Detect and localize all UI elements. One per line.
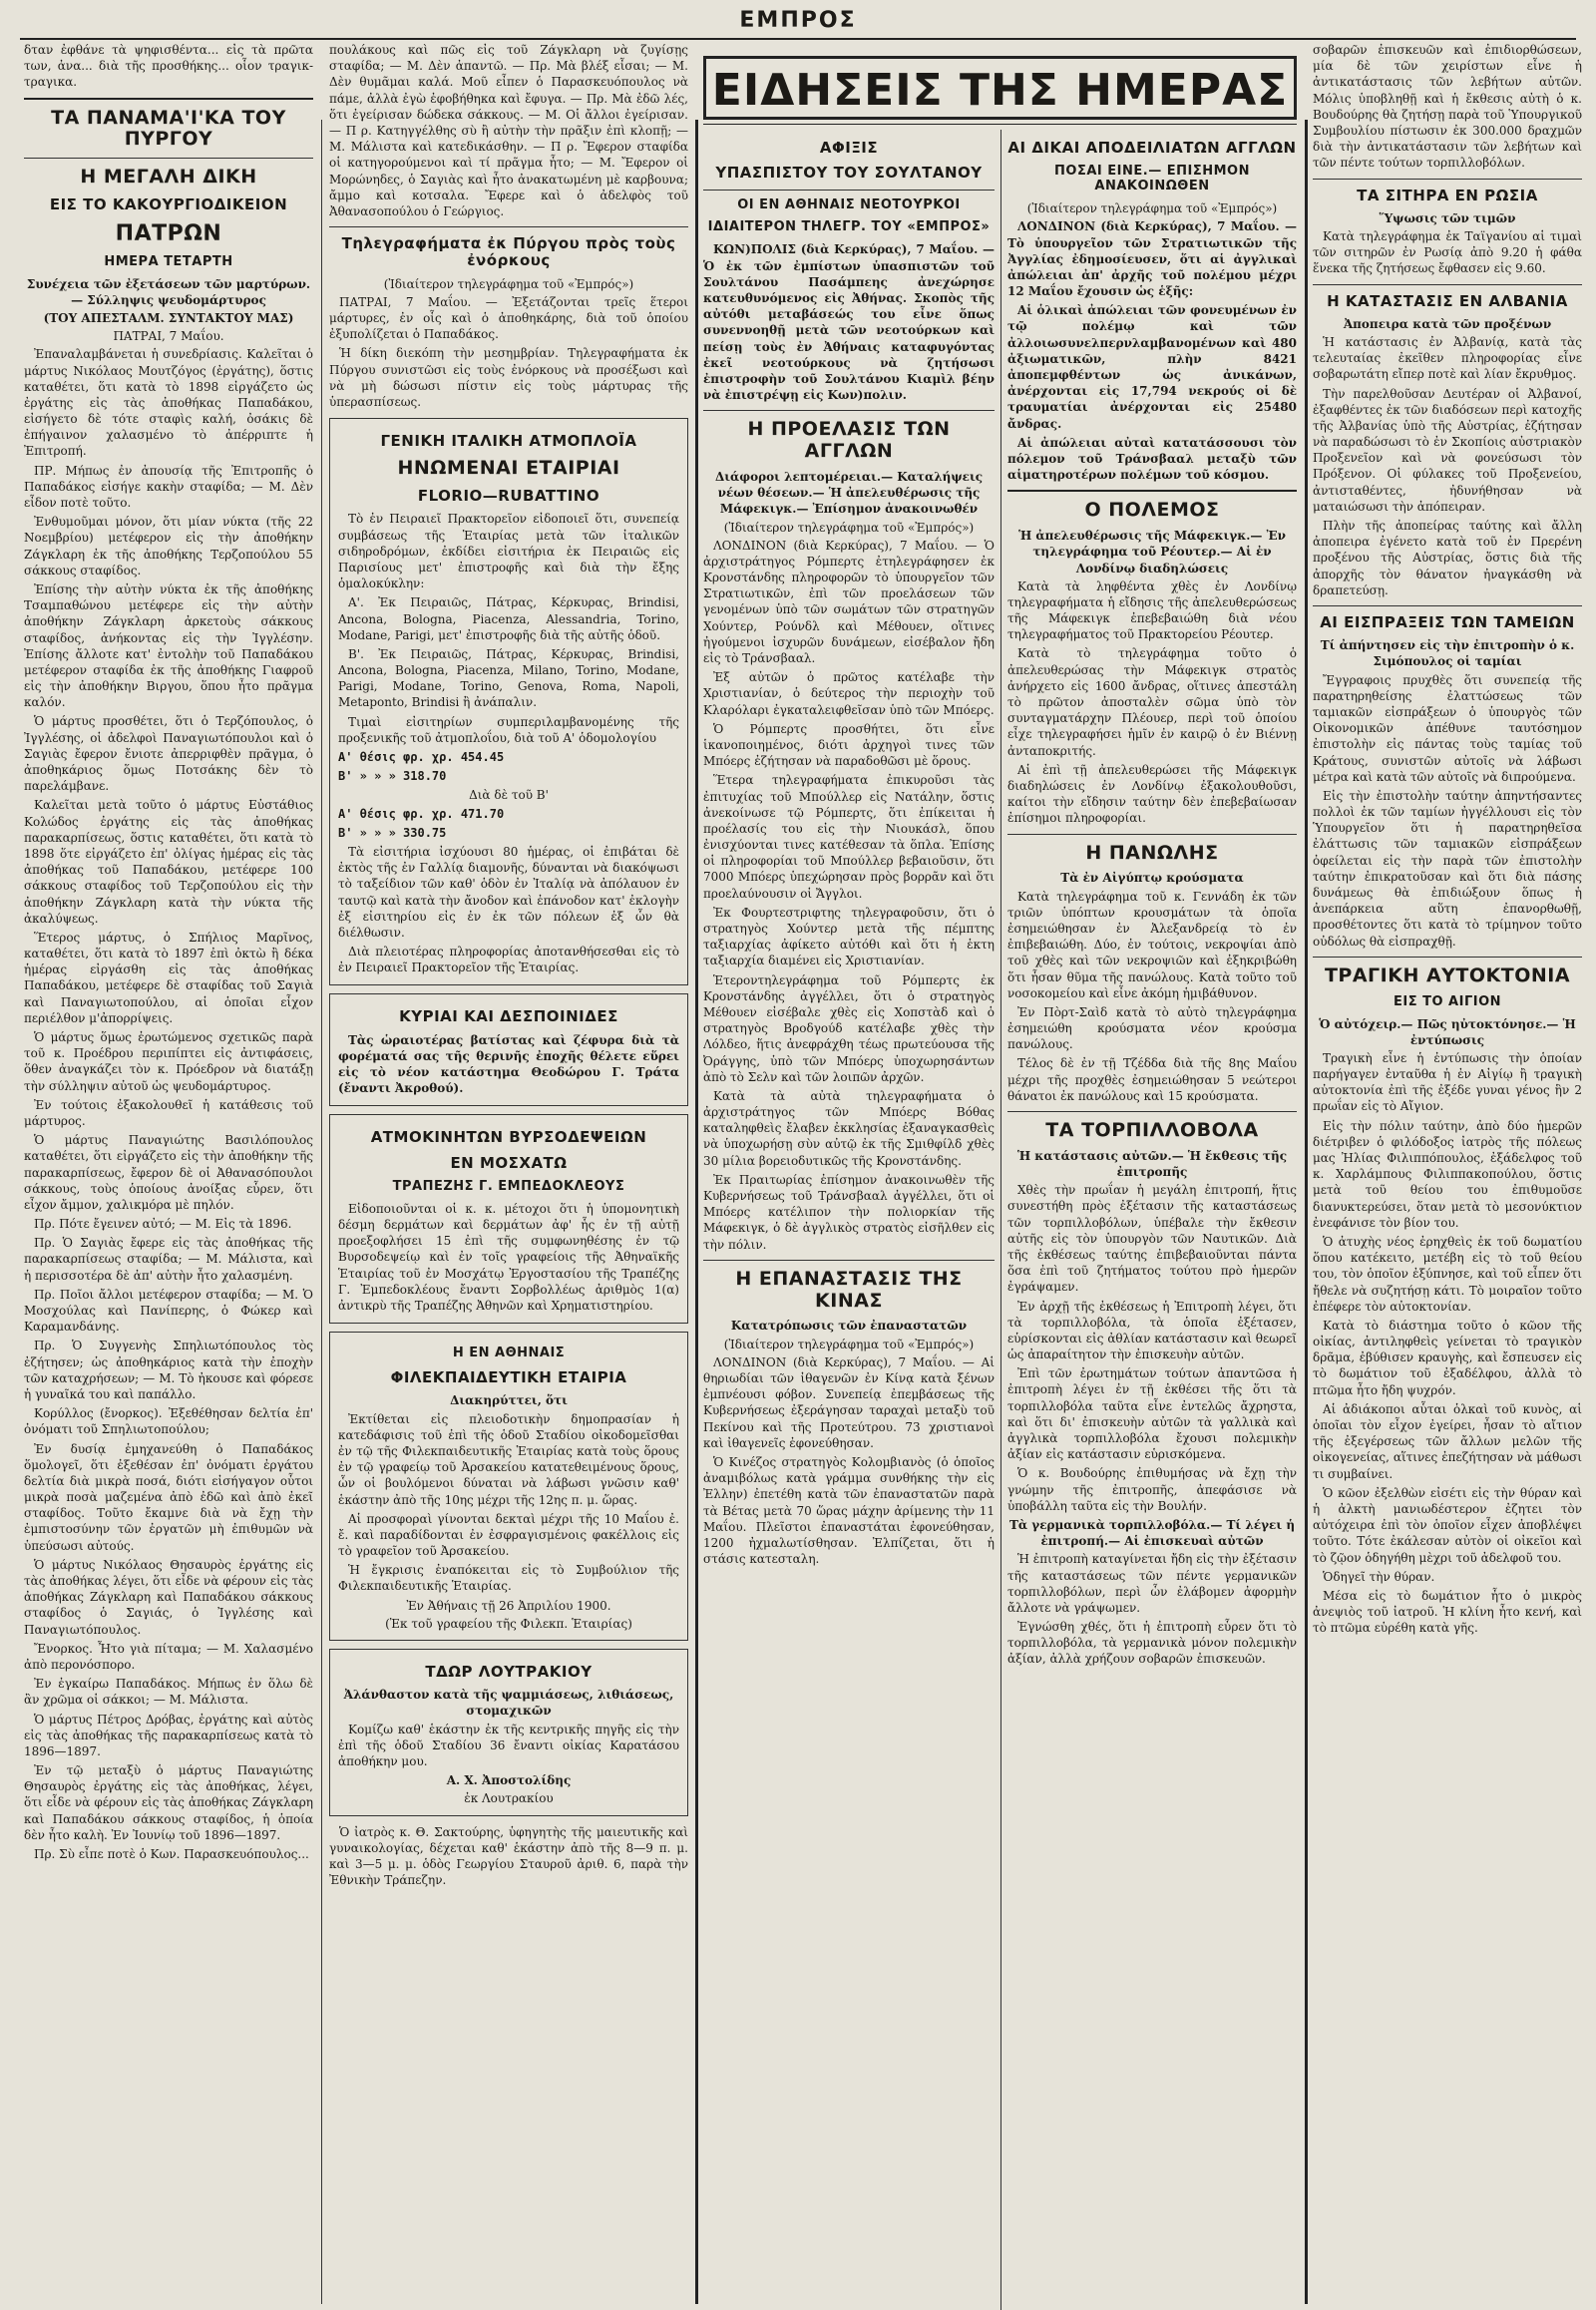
col5-lead: σοβαρῶν ἐπισκευῶν καὶ ἐπιδιορθώσεων, μία δὲ τῶν χειρίστων εἶνε ἡ ἀντικατάστασις τῶν λεβήτων αὐτῶν. Μόλις ὑποβληθῇ καὶ ἡ ἔκθεσις αὐτὴ ὁ κ. Βουδούρης θὰ ζητήσῃ παρὰ τοῦ Ὑπουργικοῦ Συμβουλίου πίστωσιν ἐκ 300.000 δραχμῶν διὰ τὴν ἀντικατάστασιν τῶν λεβήτων καὶ τῶν πέντε τούτων τορπιλλοβόλων.	[1313, 43, 1582, 171]
paragraph: Πρ. Ὁ Συγγενὴς Σπηλιωτόπουλος τὸς ἐζήτησεν; ὡς ἀποθηκάριος κατὰ τὴν ἐποχὴν τῶν καταχρήσεων; — Μ. Τὸ ἠκουσε καὶ φόρεσε ἡ γυναῖκά του καὶ παπάλλο.	[24, 1339, 313, 1401]
paragraph: Μέσα εἰς τὸ δωμάτιον ἦτο ὁ μικρὸς ἀνεψιὸς τοῦ ἰατροῦ. Ἡ κλίνη ἦτο κενή, καὶ τὸ πτῶμα εὑρέθη κατὰ γῆς.	[1313, 1588, 1582, 1636]
article-heading: Η ΠΑΝΩΛΗΣ	[1085, 841, 1219, 864]
dateline: ΠΑΤΡΑΙ, 7 Μαΐου.	[113, 329, 224, 344]
article-heading: ΑΙ ΕΙΣΠΡΑΞΕΙΣ ΤΩΝ ΤΑΜΕΙΩΝ	[1320, 612, 1575, 631]
advertisement-society	[329, 1332, 688, 1641]
paragraph: Τὴν παρελθοῦσαν Δευτέραν οἱ Ἀλβανοί, ἐξαφθέντες ἐκ τῶν διαδόσεων περὶ κατοχῆς τῆς Ἀλβανίας ὑπὸ τῆς Αὐστρίας, ἐζήτησαν νὰ παραδώσωσι τὸ ἐν Σκοπίοις αὐστριακὸν Προξενεῖον καὶ νὰ φονεύσωσι τὸν Πρόξενον. Οἱ φύλακες τοῦ Προξενείου, ἀντισταθέντες, ἠδυνήθησαν νὰ ματαιώσωσι τὴν ἀπόπειραν.	[1313, 386, 1582, 514]
paragraph: Ἐπὶ τῶν ἐρωτημάτων τούτων ἀπαντῶσα ἡ ἐπιτροπὴ λέγει ἐν τῇ ἐκθέσει τῆς ὅτι τὰ τορπιλλοβόλα ταῦτα εἶνε ἐντελῶς ἄχρηστα, καὶ ὅτι δι' ἐπισκευὴν αὐτῶν τὰ γαλλικὰ καὶ ἀγγλικὰ τορπιλλοβόλα ἔχουσι πολεμικὴν ἀξίαν εἰς κατάστασιν εὑρισκόμενα.	[1007, 1366, 1297, 1462]
advertisement-florio	[329, 418, 688, 985]
column-rule	[1000, 130, 1001, 2310]
paragraph: Κορύλλος (ἔνορκος). Ἐξεθέθησαν δελτία ἐπ' ὀνόματι τοῦ Σπηλιωτοπούλου;	[24, 1406, 313, 1437]
article-heading: ΤΑ ΣΙΤΗΡΑ ΕΝ ΡΩΣΙΑ	[1357, 186, 1538, 204]
column-3	[703, 132, 995, 2310]
paragraph: Ὁ κ. Βουδούρης ἐπιθυμήσας νὰ ἔχῃ τὴν γνώμην τῆς ἐπιτροπῆς, ἀπεφάσισε νὰ ὑποβάλλη ταῦτα εἰς τὴν Βουλήν.	[1007, 1466, 1297, 1513]
ad-text: Ὁ ἰατρὸς κ. Θ. Σακτούρης, ὑφηγητὴς τῆς μαιευτικῆς καὶ γυναικολογίας, δέχεται καθ' ἑκάστην ἀπὸ τῆς 8—9 π. μ. καὶ 3—5 μ. μ. ὁδὸς Γεωργίου Σταυροῦ ἀριθ. 6, παρὰ τὴν Ἐθνικὴν Τράπεζην.	[329, 1824, 688, 1888]
article-summary: Τὰ γερμανικὰ τορπιλλοβόλα.— Τί λέγει ἡ ἐπιτροπή.— Αἱ ἐπισκευαὶ αὐτῶν	[1008, 1517, 1296, 1549]
paragraph: Εἰς τὴν ἐπιστολὴν ταύτην ἀπηντήσαντες πολλοὶ ἐκ τῶν ταμίων ἠγγέλλουσι εἰς τὸν Ὑπουργεῖον ὅτι ἡ παρατηρηθεῖσα ἐλάττωσις τῶν ταμιακῶν εἰσπράξεων ὀφείλεται εἰς τὴν παρὰ τῶν ἐπιστολὴν ταύτην ἐπικρατοῦσαν καὶ ὅτι διὰ πάσης δυνάμεως θὰ ἐπιδιώξουν ὅπως ἡ ἀνεπάρκεια αὕτη ἐπανορθωθῇ, προσθέτοντες ὅτι κατὰ τὸ τρίμηνον τοῦτο οὐδόλως θὰ εἰσπραχθῇ.	[1313, 788, 1582, 949]
fare-line: Β' » » » 330.75	[338, 825, 447, 840]
masthead-rule	[20, 38, 1576, 40]
paragraph: Κατὰ τὰ αὐτὰ τηλεγραφήματα ὁ ἀρχιστράτηγος τῶν Μπόερς Βόθας καταληφθεὶς ἔλαβεν ἐκκλησίας ἐξαναγκασθεὶς νὰ ὑποχωρήσῃ σὺν αὐτῷ ἐκ τῆς Σμιθφίλδ χθὲς 30 μίλια βορειοδυτικῶς τῆς Κρονστάνδης.	[703, 1088, 995, 1168]
paragraph: Ὁ μάρτυς Νικόλαος Θησαυρὸς ἐργάτης εἰς τὰς ἀποθήκας λέγει, ὅτι εἶδε νὰ φέρουν εἰς τὰς ἀποθήκας Ζάγκλαρη καὶ Παπαδάκου σάκκους σταφίδος ὁ Σαγιάς, ὁ Ἰγγλέσης καὶ Παναγιωτόπουλος.	[24, 1557, 313, 1637]
article-heading: Η ΚΑΤΑΣΤΑΣΙΣ ΕΝ ΑΛΒΑΝΙΑ	[1327, 291, 1568, 310]
paragraph: ΛΟΝΔΙΝΟΝ (διὰ Κερκύρας), 7 Μαΐου. — Ὁ ἀρχιστράτηγος Ρόμπερτς ἐτηλεγράφησεν ἐκ Κρονστάνδης πληροφορῶν τὸ ὑπουργεῖον τῶν Στρατιωτικῶν, ἐπὶ τῶν προελάσεων τῶν γενομένων ὑπὸ τῶν σωμάτων τῶν στρατηγῶν Χούντερ, Ρούνδλ καὶ Μέθουεν, οἵτινες ἠγούμενοι ἰσχυρῶν δυνάμεων, εἰσέβαλον ἤδη εἰς τὸ Τράνσβααλ.	[703, 538, 995, 665]
article-subheading: ΕΙΣ ΤΟ ΑΙΓΙΟΝ	[1393, 993, 1502, 1009]
article-summary: Τὰ ἐν Αἰγύπτῳ κρούσματα	[1060, 871, 1244, 886]
paragraph: Πρ. Σὺ εἶπε ποτὲ ὁ Κων. Παρασκευόπουλος...	[34, 1847, 309, 1862]
article-heading: ΤΑ ΠΑΝΑΜΑ'Ι'ΚΑ ΤΟΥ ΠΥΡΓΟΥ	[51, 106, 286, 151]
paragraph: Ἐκ Φουρτεστριφτης τηλεγραφοῦσιν, ὅτι ὁ στρατηγὸς Χούντερ μετὰ τῆς πέμπτης ταξιαρχίας ἀφίκετο αὐτόθι καὶ ὅτι ἡ ἑκτη ταξιαρχία διαμένει εἰς Χριστιανίαν.	[703, 905, 995, 968]
paragraph: Κατὰ τὰ ληφθέντα χθὲς ἐν Λονδίνῳ τηλεγραφήματα ἡ εἴδησις τῆς ἀπελευθερώσεως τῆς Μάφεκιγκ ἐπεβεβαιώθη διὰ νέου τηλεγραφήματος τοῦ Πρακτορείου Ρέουτερ.	[1007, 578, 1297, 642]
article-summary: Ὁ αὐτόχειρ.— Πῶς ηὐτοκτόνησε.— Ἡ ἐντύπωσις	[1319, 1016, 1576, 1047]
ad-signature: (Ἐκ τοῦ γραφείου τῆς Φιλεκπ. Ἑταιρίας)	[385, 1616, 632, 1631]
paragraph: Ὁδηγεῖ τὴν θύραν.	[1323, 1569, 1435, 1584]
divider	[703, 1260, 995, 1261]
paragraph: Ὁ κῶον ἐξελθὼν εἰσέτι εἰς τὴν θύραν καὶ ἡ ἀλκτὴ μανιωδέστερον ἐζητει τὸν αὐτόχειρα ἐπὶ τὸν ὁποῖον εἶχεν ἀποβλέψει τοῦτο. Τότε ἐκάλεσαν αὐτὸν οἱ οἰκεῖοι καὶ τὸ ζῷον ὁδηγήθη μὲχρι τοῦ ἀδελφοῦ του.	[1313, 1485, 1582, 1565]
paragraph: Κατὰ τὸ διάστημα τοῦτο ὁ κῶον τῆς οἰκίας, ἀντιληφθεὶς γείνεται τὸ τραγικὸν δρᾶμα, ἐβύθισεν κραυγὴς, καὶ ἔσπευσεν εἰς τὸ δωμάτιον τοῦ ἐξαδέλφου, ἀλλὰ τὸ πτῶμα ἦτο ἤδη ψυχρόν.	[1313, 1318, 1582, 1397]
paragraph: Ὁ μάρτυς Πέτρος Δρόβας, ἐργάτης καὶ αὐτὸς εἰς τὰς ἀποθήκας τῆς παρακαρπίσεως κατὰ τὸ 1896—1897.	[24, 1712, 313, 1758]
fare-note: Διὰ δὲ τοῦ Β'	[469, 788, 549, 803]
article-heading: Η ΜΕΓΑΛΗ ΔΙΚΗ	[80, 166, 257, 189]
column-4	[1007, 132, 1297, 2310]
paragraph: Ἐν τῷ μεταξὺ ὁ μάρτυς Παναγιώτης Θησαυρὸς ἐργάτης εἰς τὰς ἀποθήκας, λέγει, ὅτι εἶδε νὰ φέρουν εἰς τὰς ἀποθήκας Ζάγκλαρη καὶ Παπαδάκου σάκκους σταφίδος, ἡ ὁποία δὲν ἦτο καλὴ. Ἐν Ἰουνίῳ τοῦ 1896—1897.	[24, 1763, 313, 1842]
article-heading: ΑΙ ΔΙΚΑΙ ΑΠΟΔΕΙΛΙΑΤΩΝ ΑΓΓΛΩΝ	[1007, 139, 1297, 157]
wire-tag: (Ἰδιαίτερον τηλεγράφημα τοῦ «Ἐμπρός»)	[1026, 201, 1278, 216]
col2-lead: πουλάκους καὶ πῶς εἰς τοῦ Ζάγκλαρη νὰ ζυγίσῃς σταφίδα; — Μ. Δὲν ἀπαντῶ. — Πρ. Μὰ βλέξ εἶσαι; — Μ. Δὲν θυμᾶμαι καλά. Μοῦ εἶπεν ὁ Παρασκευόπουλος νὰ πάμε, ἀλλὰ ἐγὼ ἐφοβήθηκα καὶ ἔφυγα. — Πρ. Μὰ ἐδῶ λές, ὅτι ἐγείρισαν δώδεκα σάκκους. — Μ. Οἱ ἄλλοι ἐγείρισαν. — Π ρ. Κατηγγέλθης σὺ ἢ αὐτὴν τὴν πρᾶξιν ἐπὶ κλοπῇ; — Μ. Μάλιστα καὶ κατεδικάσθην. — Π ρ. Ἔφερον σταφίδα οἱ κατηγορούμενοι καὶ τί πρᾶγμα ἦτο; — Μ. Ἔφερον οἱ Μορώνηδες, ὁ Σαγιὰς καὶ ἦτο ἀνακατωμένη μὲ καρβουνα; ἄμμο καὶ κοτσαλα. Ἔφερε καὶ ὁ ἀδελφὸς τοῦ Ἀθανασοπούλου ὁ Γεώργιος.	[329, 43, 688, 218]
article-summary: Ἡ κατάστασις αὐτῶν.— Ἡ ἔκθεσις τῆς ἐπιτροπῆς	[1016, 1148, 1288, 1180]
article-summary: Τί ἀπήντησεν εἰς τὴν ἐπιτροπὴν ὁ κ. Σιμόπουλος οἱ ταμίαι	[1320, 638, 1575, 669]
paragraph: Ἔνορκος. Ἦτο γιὰ πίταμα; — Μ. Χαλασμένο ἀπὸ περονόσπορο.	[24, 1641, 313, 1672]
divider	[24, 158, 313, 159]
paragraph: Πρ. Ὁ Σαγιὰς ἔφερε εἰς τὰς ἀποθήκας τῆς παρακαρπίσεως σταφίδα; — Μ. Μάλιστα, καὶ ἡ περισσοτέρα δὲ ἀπ' αὐτὴν ἦτο χαλασμένη.	[24, 1236, 313, 1283]
paragraph: Ὁ μάρτυς Παναγιώτης Βασιλόπουλος καταθέτει, ὅτι εἰργάζετο εἰς τὴν ἀποθήκην τῆς παρακαρπίσεως, ἔφερον δὲ οἱ Ἀθανασόπουλοι σάκκους, τοὺς ὁποίους ἀνοίξας εὗρεν, ὅτι εἶχον ἄμμον, χαλικμόρα μὲ πηλόν.	[24, 1133, 313, 1212]
byline: (ΤΟΥ ΑΠΕΣΤΑΛΜ. ΣΥΝΤΑΚΤΟΥ ΜΑΣ)	[43, 310, 294, 325]
ad-heading: ΤΡΑΠΕΖΗΣ Γ. ΕΜΠΕΔΟΚΛΕΟΥΣ	[392, 1178, 625, 1194]
article-heading: Ο ΠΟΛΕΜΟΣ	[1084, 499, 1220, 522]
ad-text: Τὸ ἐν Πειραιεῖ Πρακτορεῖον εἰδοποιεῖ ὅτι, συνεπείᾳ συμβάσεως τῆς Ἑταιρίας μετὰ τῶν ἰταλικῶν σιδηροδρόμων, ἐκδίδει εἰσιτήρια ἐκ Πειραιῶς εἰς Παρισίους μετ' ἐπιστροφῆς καὶ διὰ τὴν ἔξης ὁμαλοκύκλην:	[338, 512, 679, 591]
ad-heading: ΕΝ ΜΟΣΧΑΤΩ	[450, 1153, 568, 1172]
paragraph: Ὁ ἀτυχὴς νέος ἐρηχθεὶς ἐκ τοῦ δωματίου ὅπου κατέκειτο, μετέβη εἰς τὸ τοῦ θείου του, τὸν ὁποῖον ἐξύπνησε, καὶ τοῦ εἶπεν ὅτι ἤθελε νὰ συζητήσῃ κάτι. Τὸ μοιραῖον τοῦτο ἐπέφερε τὸν αὐτοκτονίαν.	[1313, 1234, 1582, 1314]
paragraph: Κατὰ τηλεγράφημα τοῦ κ. Γεννάδη ἐκ τῶν τριῶν ὑπόπτων κρουσμάτων τὰ ὁποῖα ἐσημειώθησαν ἐν Ἀλεξανδρείᾳ τὸ ἐν ἐπιβεβαιώθη. Δύο, ἐν τούτοις, νεκροψίαι ἀπὸ τοῦ χθὲς καὶ τῶν νεκροψιῶν καὶ ἐξηκριβώθη ὅτι ἦσαν θῦμα τῆς πανώλους. Κατὰ τοῦτο τοῦ νοσοκομείου καὶ εἶνε ἀκόμη ἡμιβάθυνον.	[1007, 889, 1297, 1000]
divider	[1313, 957, 1582, 958]
ad-heading: ΚΥΡΙΑΙ ΚΑΙ ΔΕΣΠΟΙΝΙΔΕΣ	[399, 1007, 618, 1026]
ad-date: Ἐν Ἀθήναις τῇ 26 Ἀπριλίου 1900.	[406, 1598, 611, 1613]
wire-tag: (Ἰδιαίτερον τηλεγράφημα τοῦ «Ἐμπρός»)	[383, 276, 634, 291]
column-5	[1313, 42, 1582, 2296]
article-heading: ΠΑΤΡΩΝ	[115, 221, 222, 247]
divider	[1313, 179, 1582, 180]
ad-text: Ἡ ἔγκρισις ἐναπόκειται εἰς τὸ Συμβούλιον τῆς Φιλεκπαιδευτικῆς Ἑταιρίας.	[338, 1563, 679, 1594]
wire-tag: (Ἰδιαίτερον τηλεγράφημα τοῦ «Ἐμπρός»)	[723, 1337, 975, 1351]
ad-heading: FLORIO—RUBATTINO	[417, 487, 600, 506]
paragraph: Ἐξ αὐτῶν ὁ πρῶτος κατέλαβε τὴν Χριστιανίαν, ὁ δεύτερος τὴν περιοχὴν τοῦ Κλαρόλαρι ἐγκαταλειφθεῖσαν ὑπὸ τῶν Μπόερς.	[703, 670, 995, 717]
ad-text: Κομίζω καθ' ἑκάστην ἐκ τῆς κεντρικῆς πηγῆς εἰς τὴν ἐπὶ τῆς ὁδοῦ Σταδίου 36 ἔναντι οἰκίας Καρατάσου ἀποθήκην μου.	[338, 1722, 679, 1769]
ad-text: Τιμαὶ εἰσιτηρίων συμπεριλαμβανομένης τῆς προξενικῆς τοῦ ἀτμοπλοΐου, διὰ τοῦ Α' ὁδομολογίου	[338, 714, 679, 745]
article-heading: Τηλεγραφήματα ἐκ Πύργου πρὸς τοὺς ἐνόρκους	[341, 234, 676, 270]
paragraph: Ἐκ Πραιτωρίας ἐπίσημον ἀνακοινωθὲν τῆς Κυβερνήσεως τοῦ Τράνσβααλ ἀγγέλλει, ὅτι οἱ Μπόερς κατέλιπον τὴν πολιορκίαν τῆς Μάφεκιγκ, ὁ δὲ ἀγγλικὸς στρατὸς εἰσῆλθεν εἰς τὴν πόλιν.	[703, 1172, 995, 1252]
banner-rule	[703, 124, 1297, 125]
wire-tag: (Ἰδιαίτερον τηλεγράφημα τοῦ «Ἐμπρός»)	[723, 520, 975, 535]
masthead-title: ΕΜΠΡΟΣ	[739, 8, 857, 33]
ad-text: Τὰ εἰσιτήρια ἰσχύουσι 80 ἡμέρας, οἱ ἐπιβάται δὲ ἐκτὸς τῆς ἐν Γαλλίᾳ διαμονῆς, δύνανται νὰ διακόψωσι τὸ ταξείδιον τῶν καθ' ὁδὸν ἐν Ἰταλίᾳ νὰ ἀπόλαυον ἐν ταυτῷ καὶ κατὰ τὴν ἄνοδον καὶ ἐπάνοδον κατ' ἐκλογὴν ἐξ εἰσιτηρίου εἰς ἐν ἐκ τῶν πόλεων ἐξ ὧν θὰ διέλθωσιν.	[338, 844, 679, 940]
article-subheading: ΗΜΕΡΑ ΤΕΤΑΡΤΗ	[104, 253, 233, 269]
paragraph: ΛΟΝΔΙΝΟΝ (διὰ Κερκύρας), 7 Μαΐου. — Αἱ θηριωδίαι τῶν ἰθαγενῶν ἐν Κίνᾳ κατὰ ξένων ἐμπνέουσι φόβον. Συνεπείᾳ ἐπεμβάσεως τῆς Κυβερνήσεως ἐξεράγησαν ταραχαὶ μεταξὺ τοῦ Πεκίνου καὶ τῆς Προτεύτρου. 73 χριστιανοὶ καὶ ἰθαγενεῖς ἐφονεύθησαν.	[703, 1354, 995, 1450]
paragraph: Κατὰ τὸ τηλεγράφημα τοῦτο ὁ ἀπελευθερώσας τὴν Μάφεκιγκ στρατὸς ἀνήρχετο εἰς 1600 ἄνδρας, οἵτινες ἀπεστάλη τὸ πρῶτον ἀποσταλὲν σῶμα ὑπὸ τὸν συνταγματάρχην Πλέουερ, περὶ τοῦ ὁποίου εἶχε τηλεγραφήσει ἡμῖν ἐν καιρῷ ὁ ἐν Βιέννῃ ἀνταποκριτής.	[1007, 646, 1297, 758]
divider	[1313, 284, 1582, 285]
col1-lead: δταν ἐφθάνε τὰ ψηφισθέντα... εἰς τὰ πρῶτα των, ἀνα... διὰ τῆς προσθήκης... οἷον τραγικ-τραγικα.	[24, 43, 313, 90]
ad-text: Ἐκτίθεται εἰς πλειοδοτικὴν δημοπρασίαν ἡ κατεδάφισις τοῦ ἐπὶ τῆς ὁδοῦ Σταδίου οἰκοδομεῖσθαι ἐν τῷ τῆς Φιλεκπαιδευτικῆς Ἑταιρίας κατὰ τοὺς ὅρους ἐν τῷ γραφείῳ τοῦ Ἀρσακείου κατατεθειμένους ὅρους, ὧν οἱ βουλόμενοι δύναται νὰ λάβωσι γνῶσιν καθ' ἑκάστην ἀπὸ τῆς 10ης μέχρι τῆς 12ης π. μ. ὥρας.	[338, 1411, 679, 1507]
divider	[1007, 490, 1297, 492]
paragraph: Καλεῖται μετὰ τοῦτο ὁ μάρτυς Εὐστάθιος Κολώδος ἐργάτης εἰς τὰς ἀποθήκας παρακαρπίσεως, ὅστις καταθέτει, ὅτι κατὰ τὸ 1898 ὅτε εἰργάζετο ἐπ' ὀλίγας ἡμέρας εἰς τὰς ἀποθήκας τοῦ Παπαδάκου, μετέφερε 100 σάκκους σταφίδος τοῦ Τερζοπούλου εἰς τὴν ἀποθήκην Ζάγκλαρη κατὰ τὴν νύκτα τῆς ἀκαλύψεως.	[24, 798, 313, 926]
ad-text: Εἰδοποιοῦνται οἱ κ. κ. μέτοχοι ὅτι ἡ ὑπομονητικὴ δέσμη δερμάτων καὶ δερμάτων ἀφ' ἧς ἐν τῇ αὐτῇ προεξοφλήσει 15 ἐπὶ τῆς συμφωνηθέσης ἐν τῷ Βυρσοδεψείῳ καὶ ἐν τοῖς γραφείοις τῆς Ἀθηναϊκῆς Ἑταιρίας τοῦ ἐν Μοσχάτῳ Ἐργοστασίου τῆς Τραπέζης Γ. Ἐμπεδοκλέους ἔναντι Σορβολλέως ἀριθμὸς 1(α) ἀντικρὺ τῆς Τραπέζης Ἀθηνῶν καὶ Χρηματιστηρίου.	[338, 1201, 679, 1314]
divider	[24, 98, 313, 100]
article-heading: Η ΕΠΑΝΑΣΤΑΣΙΣ ΤΗΣ ΚΙΝΑΣ	[735, 1267, 963, 1312]
paragraph: ΛΟΝΔΙΝΟΝ (διὰ Κερκύρας), 7 Μαΐου. — Τὸ ὑπουργεῖον τῶν Στρατιωτικῶν τῆς Ἀγγλίας ἐδημοσίευσεν, ὅτι αἱ ἀγγλικαὶ ἀπώλειαι ἀπ' ἀρχῆς τοῦ πολέμου μέχρι 12 Μαΐου ἔχουσιν ὡς ἑξῆς:	[1007, 219, 1297, 299]
article-heading: ΤΑ ΤΟΡΠΙΛΛΟΒΟΛΑ	[1045, 1119, 1259, 1141]
column-rule	[321, 120, 322, 2304]
column-1	[24, 42, 313, 2296]
ad-signature: Α. Χ. Ἀποστολίδης	[446, 1773, 572, 1788]
fare-line: Α' θέσις φρ. χρ. 454.45	[338, 750, 505, 765]
paragraph: Ὁ Ρόμπερτς προσθήτει, ὅτι εἶνε ἱκανοποιημένος, διότι ἀρχηγοὶ τινες τῶν Μπόερς ἐζήτησαν νὰ παραδοθῶσι μὲ ὅρους.	[703, 721, 995, 769]
ad-text: Διὰ πλειοτέρας πληροφορίας ἀποτανθήσεσθαι εἰς τὸ ἐν Πειραιεῖ Πρακτορεῖον τῆς Ἑταιρίας.	[338, 945, 679, 975]
paragraph: Αἱ ἐπὶ τῇ ἀπελευθερώσει τῆς Μάφεκιγκ διαδηλώσεις ἐν Λονδίνῳ ἐξακολουθοῦσι, καίτοι τὴν εἴδησιν ταύτην δὲν ἐπεβεβαίωσαν ἐπίσημοι πληροφορίαι.	[1007, 762, 1297, 826]
paragraph: Ἕτερος μάρτυς, ὁ Σπήλιος Μαρῖνος, καταθέτει, ὅτι κατὰ τὸ 1897 ἐπὶ ὀκτὼ ἢ δέκα ἡμέρας εἰργάσθη εἰς τὰς ἀποθήκας Παπαδάκου, μετέφερε δὲ σταφίδας τοῦ Σαγιὰ καὶ Παναγιωτοπούλου, αἱ ὁποῖαι εἶχον περιέλθον μ'ἀπορρίψεις.	[24, 930, 313, 1025]
ad-heading: ΓΕΝΙΚΗ ΙΤΑΛΙΚΗ ΑΤΜΟΠΛΟΪΑ	[380, 432, 637, 451]
paragraph: Αἱ ἀπώλειαι αὐταὶ κατατάσσουσι τὸν πόλεμον τοῦ Τράνσβααλ μεταξὺ τῶν αἱματηροτέρων πολέμων τοῦ κόσμου.	[1007, 435, 1297, 483]
paragraph: Ὁ μάρτυς προσθέτει, ὅτι ὁ Τερζόπουλος, ὁ Ἰγγλέσης, οἱ ἀδελφοὶ Παναγιωτόπουλοι καὶ ὁ Σαγιὰς ἔφερον ἔνιοτε ἀπερριφθὲν πρᾶγμα, ὁ ἀποθηκάριος ὅμως Ποτσάκης δὲν τὸ παρελάμβανε.	[24, 714, 313, 794]
paragraph: ΠΑΤΡΑΙ, 7 Μαΐου. — Ἐξετάζονται τρεῖς ἕτεροι μάρτυρες, ἐν οἷς καὶ ὁ ἀποθηκάρης, διὰ τοῦ ὁποίου ἐξυπολίζεται ὁ Παπαδάκος.	[329, 294, 688, 342]
article-heading: ΑΦΙΞΙΣ	[819, 139, 879, 157]
fare-line: Α' θέσις φρ. χρ. 471.70	[338, 806, 505, 821]
paragraph: Πρ. Ποῖοι ἄλλοι μετέφερον σταφίδα; — Μ. Ὁ Μοσχούλας καὶ Πανίπερης, ὁ Φώκερ καὶ Καραμανδάνης.	[24, 1287, 313, 1335]
paragraph: Ἕτερα τηλεγραφήματα ἐπικυροῦσι τὰς ἐπιτυχίας τοῦ Μπούλλερ εἰς Νατάλην, ὅστις ἀνεκοίνωσε τῷ Ρόμπερτς, ὅτι ἐπίκειται ἡ προέλασίς του εἰς τὴν Νιουκάσλ, ὅπου ἐνισχύονται τινες κατέθεσαν τὰ ὅπλα. Ἐπίσης οἱ πληροφορίαι τοῦ Μπούλλερ βεβαιοῦσιν, ὅτι 7000 Μπόερς ὑπεχώρησαν πρὸς βορρᾶν καὶ ὅτι προελαύνουσιν οἱ Ἄγγλοι.	[703, 773, 995, 901]
paragraph: Ἡ δίκη διεκόπη τὴν μεσημβρίαν. Τηλεγραφήματα ἐκ Πύργου συνιστῶσι εἰς τοὺς ἐνόρκους νὰ προσέξωσι καὶ νὰ μὴ δώσωσι πίστιν εἰς τοὺς μάρτυρας τῆς ὑπερασπίσεως.	[329, 346, 688, 409]
paragraph: Ἐγνώσθη χθές, ὅτι ἡ ἐπιτροπὴ εὗρεν ὅτι τὸ τορπιλλοβόλα, τὰ γερμανικὰ μόνον πολεμικὴν ἀξίαν, ἀλλὰ χρήζουν σοβαρῶν ἐπισκευῶν.	[1007, 1620, 1297, 1667]
ad-heading: ΦΙΛΕΚΠΑΙΔΕΥΤΙΚΗ ΕΤΑΙΡΙΑ	[390, 1368, 627, 1387]
article-summary: Διάφοροι λεπτομέρειαι.— Καταλήψεις νέων θέσεων.— Ἡ ἀπελευθέρωσις τῆς Μάφεκιγκ.— Ἐπίσημον ἀνακοινωθέν	[714, 469, 984, 517]
article-subheading: ΠΟΣΑΙ ΕΙΝΕ.— ΕΠΙΣΗΜΟΝ ΑΝΑΚΟΙΝΩΘΕΝ	[1054, 164, 1250, 194]
paragraph: Ὁ Κινέζος στρατηγὸς Κολομβιανὸς (ὁ ὁποῖος ἀναμιβόλως κατὰ γράμμα συνθήκης τὴν εἰς Ἐλλην) ἐπετέθη κατὰ τῶν ἐπαναστατῶν παρὰ τὰ Βέτας μετὰ 70 ὥρας μάχην ἀρίμενης τὴν 11 Μαΐου. Πλεῖστοι ἐπαναστάται ἐφονεύθησαν, 1200 ἠχμαλωτίσθησαν. Ἐλπίζεται, ὅτι ἡ στάσις κατεσταλη.	[703, 1454, 995, 1567]
paragraph: Πλὴν τῆς ἀποπείρας ταύτης καὶ ἄλλη ἀποπειρα ἐγένετο κατὰ τοῦ ἐν Πρερένη προξένου τῆς Αὐστρίας, ὅστις διὰ τῆς ἀπορχῆς τὸν θάνατον ἠναγκάσθη νὰ δραπετεύσῃ.	[1313, 519, 1582, 597]
paragraph: Αἱ ἀδιάκοποι αὗται ὁλκαὶ τοῦ κυνὸς, αἱ ὁποῖαι τὸν εἶχον ἐγείρει, ἦσαν τὸ αἴτιον τῆς ἐξεγέρσεως τῶν ἄλλων μελῶν τῆς οἰκογενείας, αἵτινες ἐπεζήτησαν νὰ μάθωσι τι συμβαίνει.	[1313, 1401, 1582, 1481]
divider	[1313, 605, 1582, 606]
paragraph: Πρ. Πότε ἔγεινεν αὐτό; — Μ. Εἰς τὰ 1896.	[34, 1217, 292, 1232]
paragraph: Τραγικὴ εἶνε ἡ ἐντύπωσις τὴν ὁποίαν παρήγαγεν ἐνταῦθα ἡ ἐν Αἰγίῳ ἢ τραγικὴ αὐτοκτονία ἐπὶ τῆς ἐξέδε γυναι γένος ἣν 2 πρωΐαν εἰς τὸ Αἴγιον.	[1313, 1050, 1582, 1114]
ad-signature: ἐκ Λουτρακίου	[464, 1791, 554, 1806]
paragraph: Κατὰ τηλεγράφημα ἐκ Ταϊγανίου αἱ τιμαὶ τῶν σιτηρῶν ἐν Ρωσίᾳ ἀπὸ 9.20 ἡ φάθα ἕνεκα τῆς ζητήσεως ἔφθασεν εἰς 9.60.	[1313, 228, 1582, 276]
paragraph: Εἰς τὴν πόλιν ταύτην, ἀπὸ δύο ἡμερῶν διέτριβεν ὁ φιλόδοξος ἰατρὸς τῆς πόλεως μας Ἠλίας Φιλιππόπουλος, ἐξάδελφος τοῦ κ. Χαρλάμπους Φιλιππακοπούλου, ὅστις μετὰ τοῦ θείου του ἐπιθυμοῦσε διανυκτερεύσει, ὅταν μετὰ τὸ μεσονύκτιον ἐνεφάνισε τὸν βίον του.	[1313, 1118, 1582, 1230]
article-heading: ΤΡΑΓΙΚΗ ΑΥΤΟΚΤΟΝΙΑ	[1324, 963, 1571, 986]
article-summary: Κατατρόπωσις τῶν ἐπαναστατῶν	[730, 1319, 968, 1334]
article-subheading: ΙΔΙΑΙΤΕΡΟΝ ΤΗΛΕΓΡ. ΤΟΥ «ΕΜΠΡΟΣ»	[707, 219, 991, 235]
paragraph: Ἐν δυσίᾳ ἐμηχανεύθη ὁ Παπαδάκος ὅμολογεῖ, ὅτι ἐξεθέσαν ἐπ' ὀνόματι ἐργάτου δελτία διὰ μικρὰ ποσά, διότι εἰσήγαγον οὗτοι μικρὰ ποσὰ μαζεμένα ἀπὸ ἐδῶ καὶ ἀπὸ ἐκεῖ σταφίδος. Τοῦτο ἔκαμνε διὰ νὰ ἔχῃ τὴν ἐμπιστοσύνην τῶν ἐργατῶν μὴ ἐπιθυμῶν νὰ ὑπεύσωσι αὐτούς.	[24, 1441, 313, 1553]
paragraph: Ἔγγραφοις πρυχθὲς ὅτι συνεπείᾳ τῆς παρατηρηθείσης ἐλαττώσεως τῶν ταμιακῶν εἰσπράξεων ὁ ὑπουργὸς τῶν Οἰκονομικῶν ἀπέθυνε ταυτόσημον ἐπιστολὴν εἰς πάντας τοὺς ταμίας τοῦ Κράτους, συνιστῶν αὐτοῖς νὰ λάβωσι μέτρα καὶ κατὰ τῶν αὐτοῖς νὰ διπρούμενα.	[1313, 672, 1582, 784]
paragraph: Ἐν ἐγκαίρω Παπαδάκος. Μήπως ἐν ὅλω δὲ ἂν χρῶμα οἱ σάκκοι; — Μ. Μάλιστα.	[24, 1677, 313, 1708]
ad-text: Αἱ προσφοραὶ γίνονται δεκταὶ μέχρι τῆς 10 Μαΐου ἐ. ἔ. καὶ παραδίδονται ἐν ἐσφραγισμένοις φακέλλοις εἰς τὸ γραφεῖον τοῦ Ἀρσακείου.	[338, 1511, 679, 1559]
divider	[703, 190, 995, 191]
article-summary: Ὕψωσις τῶν τιμῶν	[1379, 210, 1516, 225]
article-summary: Ἀποπειρα κατὰ τῶν προξένων	[1343, 316, 1552, 331]
article-heading: ΥΠΑΣΠΙΣΤΟΥ ΤΟΥ ΣΟΥΛΤΑΝΟΥ	[715, 164, 983, 183]
article-heading: ΕΙΣ ΤΟ ΚΑΚΟΥΡΓΙΟΔΙΚΕΙΟΝ	[49, 195, 288, 214]
ad-text: Τὰς ὡραιοτέρας βατίστας καὶ ζέφυρα διὰ τὰ φορέματά σας τῆς θερινῆς ἐποχῆς θέλετε εὕρει εἰς τὸ νέον κατάστημα Θεοδώρου Γ. Τράτα (ἔναντι Ἀκροθού).	[338, 1032, 679, 1096]
column-2	[329, 42, 688, 2296]
advertisement-fabrics	[329, 993, 688, 1106]
column-rule	[1305, 120, 1308, 2304]
article-summary: Συνέχεια τῶν ἐξετάσεων τῶν μαρτύρων.— Σύλληψις ψευδομάρτυρος	[26, 276, 311, 307]
paragraph: Ὁ μάρτυς ὅμως ἐρωτώμενος σχετικῶς παρὰ τοῦ κ. Προέδρου περιπίπτει εἰς ἀντιφάσεις, ὅθεν ἀναγκάζει τὸν κ. Πρόεδρον νὰ διατάξῃ τὴν σύλληψιν αὐτοῦ ὡς ψευδομάρτυρος.	[24, 1030, 313, 1093]
article-summary: Ἡ ἀπελευθέρωσις τῆς Μάφεκιγκ.— Ἐν τηλεγράφημα τοῦ Ρέουτερ.— Αἱ ἐν Λονδίνῳ διαδηλώσεις	[1018, 529, 1286, 576]
paragraph: Ἐπαναλαμβάνεται ἡ συνεδρίασις. Καλεῖται ὁ μάρτυς Νικόλαος Μουτζόγος (ἐργάτης), ὅστις καταθέτει, ὅτι κατὰ τὸ 1898 εἰργάζετο ὡς ἐργάτης εἰς τὰς ἀποθήκας Παπαδάκου, εἰσήγετο δὲ τότε σταφὶς καλή, ὀσάκις δὲ ἐπήγαινον χαλασμένο τὸ ἀπέρριπτε ἡ Ἐπιτροπή.	[24, 347, 313, 459]
banner-title: ΕΙΔΗΣΕΙΣ ΤΗΣ ΗΜΕΡΑΣ	[703, 56, 1297, 120]
ad-heading: ΤΔΩΡ ΛΟΥΤΡΑΚΙΟΥ	[425, 1663, 593, 1682]
paragraph: Ἡ κατάστασις ἐν Ἀλβανίᾳ, κατὰ τὰς τελευταίας ἐκεῖθεν πληροφορίας εἶνε σοβαρωτάτη εἴπερ ποτὲ καὶ λίαν ἔκρυθμος.	[1313, 334, 1582, 382]
ad-subheading: Ἀλάνθαστον κατὰ τῆς ψαμμιάσεως, λιθιάσεως, στομαχικῶν	[343, 1688, 674, 1719]
advertisement-tannery	[329, 1114, 688, 1324]
paragraph: Ἐπίσης τὴν αὐτὴν νύκτα ἐκ τῆς ἀποθήκης Τσαμπαθώνου μετέφερε εἰς τὴν αὐτὴν ἀποθήκην Ζάγκλαρη ἀρκετοὺς σάκκους σταφίδος, ἀνήκοντας εἰς τὴν Ἰγγλέσην. Ἐπίσης ἄλλοτε κατ' ἐντολὴν τοῦ Παπαδάκου μετέφερον σταφίδα ἐκ τῆς ἀποθήκης Γιαφροῦ εἰς τὴν ἀποθήκην Βιργου, ὅπου ἦτο πρᾶγμα καλόν.	[24, 581, 313, 710]
paragraph: Ἐνθυμοῦμαι μόνον, ὅτι μίαν νύκτα (τῆς 22 Νοεμβρίου) μετέφερον εἰς τὴν ἀποθήκην Ζάγκλαρη ἐκ τῆς ἀποθήκης Τερζοπούλου 55 σάκκους σταφίδος.	[24, 515, 313, 578]
article-subheading: ΟΙ ΕΝ ΑΘΗΝΑΙΣ ΝΕΟΤΟΥΡΚΟΙ	[737, 196, 961, 212]
paragraph: Χθὲς τὴν πρωΐαν ἡ μεγάλη ἐπιτροπή, ἥτις συνεστήθη πρὸς ἐξέτασιν τῆς καταστάσεως τῶν τορπιλλοβόλων, ὑπέβαλε τὴν ἔκθεσιν αὐτῆς εἰς τὸν ὑπουργὸν τῶν Ναυτικῶν. Διὰ τῆς ἐκθέσεως ταύτης ἐπιβεβαιοῦνται πάντα ὅσα ἐπὶ τοῦ ζητήματος τούτου πρὸ ἡμερῶν ἐγράψαμεν.	[1007, 1183, 1297, 1295]
ad-text: Α'. Ἐκ Πειραιῶς, Πάτρας, Κέρκυρας, Brindisi, Ancona, Bologna, Piacenza, Alessandria, Torino, Modane, Parigi, μετ' ἐπιστροφῆς διὰ τῆς αὐτῆς ὁδοῦ.	[338, 595, 679, 642]
fare-line: Β' » » » 318.70	[338, 769, 447, 784]
ad-heading: ΑΤΜΟΚΙΝΗΤΩΝ ΒΥΡΣΟΔΕΨΕΙΩΝ	[370, 1128, 647, 1147]
paragraph: ΚΩΝ)ΠΟΛΙΣ (διὰ Κερκύρας), 7 Μαΐου. — Ὁ ἐκ τῶν ἐμπίστων ὑπασπιστῶν τοῦ Σουλτάνου Πασάμπεης ἀνεχώρησε κατευθυνόμενος εἰς Ἀθήνας. Σκοπὸς τῆς αὐτόθι μεταβάσεώς του εἶνε ὅπως συνεννοηθῇ μετὰ τῶν νεοτούρκων καὶ πείσῃ τοὺς ἐν Ἀθήναις καταφυγόντας ἐκεῖ νεοτούρκους νὰ ζητήσωσι ἐπιστροφὴν τοῦ Σουλτάνου Κιαμὶλ βέην νὰ ἐπιστρέψῃ εἰς Κων)πολιν.	[703, 242, 995, 403]
ad-text: Β'. Ἐκ Πειραιῶς, Πάτρας, Κέρκυρας, Brindisi, Ancona, Bologna, Piacenza, Milano, Torino, Modane, Parigi, Modane, Torino, Genova, Roma, Napoli, Metaponto, Brindisi ἢ ἀνάπαλιν.	[338, 646, 679, 710]
divider	[1007, 1111, 1297, 1112]
paragraph: Ἡ ἐπιτροπὴ καταγίνεται ἤδη εἰς τὴν ἐξέτασιν τῆς καταστάσεως τῶν πέντε γερμανικῶν τορπιλλοβόλων, περὶ ὧν ἐλάβομεν ἀφορμὴν ἄλλοτε νὰ γράψωμεν.	[1007, 1552, 1297, 1615]
divider	[329, 226, 688, 227]
paragraph: Ἑτεροντηλεγράφημα τοῦ Ρόμπερτς ἐκ Κρονστάνδης ἀγγέλλει, ὅτι ὁ στρατηγὸς Μέθουεν εἰσέβαλε χθὲς εἰς Χοπστὰδ καὶ ὁ στρατηγὸς Βροδγούδ κατέλαβε χθὲς τὴν Λόλδεο, ἥτις ἀνεφράχθη τέως πρωτεύουσα τῆς Ὀράγγης, ὑπὸ τῶν Μπόερς ὑποχωρησάντων ἀπὸ τὸ Σελν καὶ τῶν λοιπῶν ἀρχῶν.	[703, 972, 995, 1084]
divider	[1007, 834, 1297, 835]
ad-heading: ΗΝΩΜΕΝΑΙ ΕΤΑΙΡΙΑΙ	[397, 457, 620, 480]
advertisement-water	[329, 1649, 688, 1816]
paragraph: Ἐν ἀρχῇ τῆς ἐκθέσεως ἡ Ἐπιτροπὴ λέγει, ὅτι τὰ τορπιλλοβόλα, τὰ ὁποῖα ἐξέτασεν, εὑρίσκονται εἰς ἀθλίαν κατάστασιν καὶ θεωρεῖ ὡς ἀπαραίτητον τὴν ἐπισκευὴν αὐτῶν.	[1007, 1299, 1297, 1362]
article-heading: Η ΠΡΟΕΛΑΣΙΣ ΤΩΝ ΑΓΓΛΩΝ	[747, 418, 951, 463]
ad-heading: Η ΕΝ ΑΘΗΝΑΙΣ	[452, 1346, 566, 1361]
paragraph: Αἱ ὁλικαὶ ἀπώλειαι τῶν φονευμένων ἐν τῷ πολέμῳ καὶ τῶν ἀλλοιωσυνελπερνλαμβανομένων καὶ 480 ἀξιωματικῶν, πλὴν 8421 ἀποπεμφθέντων ὡς ἀνικάνων, ἀνέρχονται εἰς 17,794 νεκρούς οἱ δὲ τραυματίαι ἀνέρχονται εἰς 25480 ἄνδρας.	[1007, 303, 1297, 431]
paragraph: Τέλος δὲ ἐν τῇ Τζέδδα διὰ τῆς 8ης Μαΐου μέχρι τῆς προχθὲς ἐσημειώθησαν 5 νεώτεροι θάνατοι ἐκ πανώλους καὶ 15 κρούσματα.	[1007, 1056, 1297, 1103]
paragraph: Ἐν τούτοις ἐξακολουθεῖ ἡ κατάθεσις τοῦ μάρτυρος.	[24, 1097, 313, 1128]
ad-subheading: Διακηρύττει, ὅτι	[450, 1393, 568, 1408]
masthead	[0, 8, 1596, 36]
paragraph: Ἐν Πὸρτ-Σαὶδ κατὰ τὸ αὐτὸ τηλεγράφημα ἐσημειώθη κρούσματα νέον κρούσμα πανώλους.	[1007, 1004, 1297, 1052]
column-rule	[695, 120, 698, 2304]
paragraph: ΠΡ. Μήπως ἐν ἀπουσίᾳ τῆς Ἐπιτροπῆς ὁ Παπαδάκος εἰσήγε κακὴν σταφίδα; — Μ. Δὲν εἶδον ποτὲ τοῦτο.	[24, 463, 313, 511]
divider	[703, 410, 995, 411]
